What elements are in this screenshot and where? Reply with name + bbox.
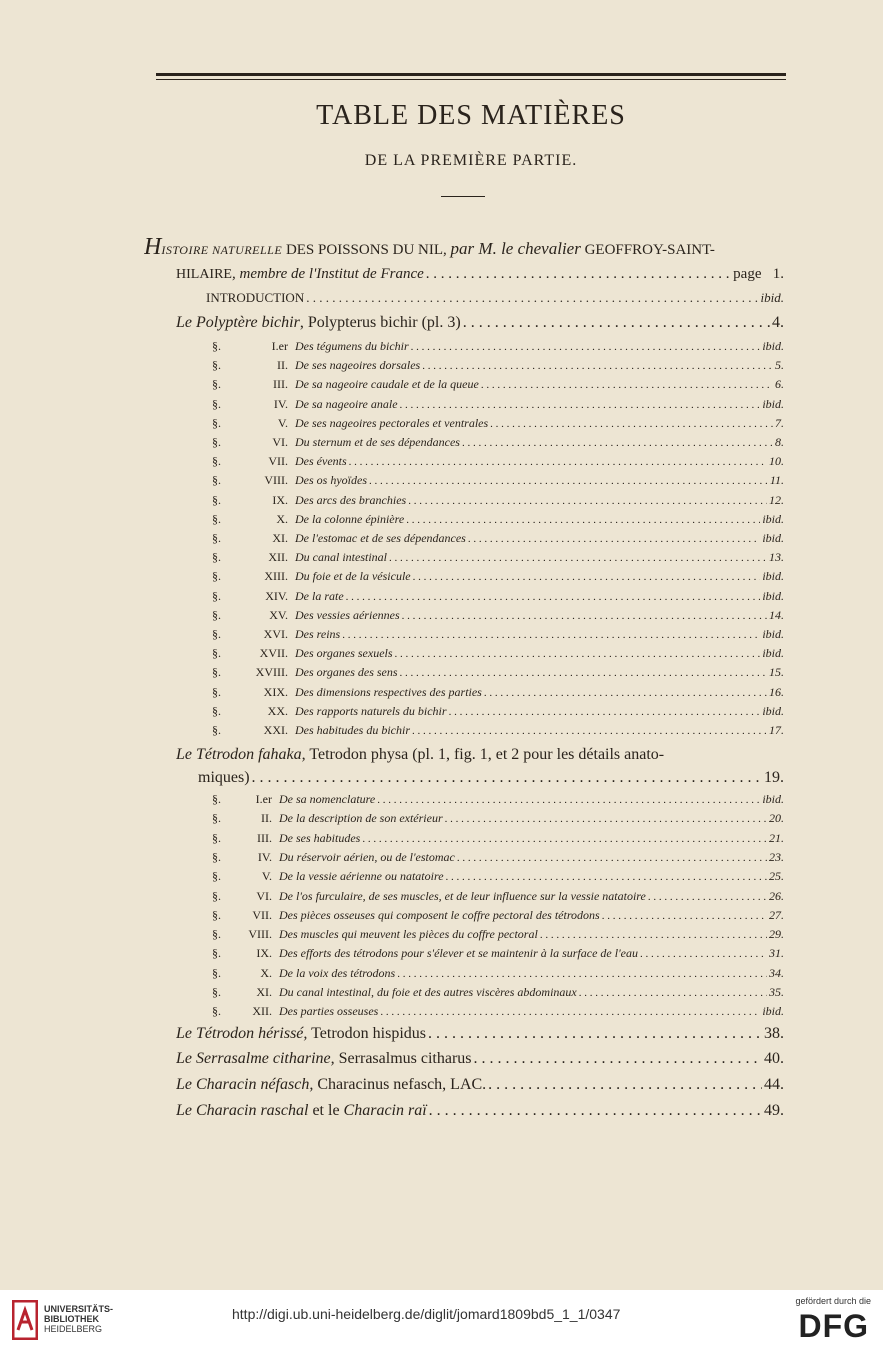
section-symbol: §.	[212, 985, 221, 999]
section-row	[212, 685, 784, 700]
section-title: Des pièces osseuses qui composent le coffre pectoral des tétrodons	[279, 907, 600, 922]
fahaka-latin: Tetrodon physa (pl. 1, fig. 1, et 2 pour les détails anato-	[305, 746, 665, 763]
section-row	[212, 646, 784, 661]
entry-histoire-line2	[176, 266, 784, 283]
section-number: I.er	[271, 339, 288, 353]
section-number: X.	[276, 511, 288, 526]
section-symbol: §.	[212, 339, 221, 353]
polyptere-latin: , Polypterus bichir (pl. 3)	[299, 314, 461, 331]
section-symbol: §.	[212, 927, 221, 942]
section-symbol: §.	[212, 1004, 221, 1019]
section-row	[212, 985, 784, 1000]
library-name[interactable]: UNIVERSITÄTS- BIBLIOTHEK HEIDELBERG	[44, 1304, 114, 1334]
section-title: Des efforts des tétrodons pour s'élever et se maintenir à la surface de l'eau	[279, 946, 638, 961]
section-number: XVI.	[263, 627, 288, 641]
section-number: XIII.	[264, 569, 288, 584]
section-row	[212, 966, 784, 981]
nefasch-page: 44.	[764, 1076, 784, 1093]
section-title: Des os hyoïdes	[295, 473, 367, 488]
section-symbol: §.	[212, 703, 221, 718]
section-row	[212, 869, 784, 884]
section-title: De la rate	[295, 588, 344, 603]
section-symbol: §.	[212, 723, 221, 737]
section-symbol: §.	[212, 646, 221, 661]
section-symbol: §.	[212, 531, 221, 545]
section-row	[212, 946, 784, 961]
entry-tetrodon-fahaka-line1	[176, 746, 784, 764]
section-number: VII.	[252, 907, 272, 922]
section-symbol: §.	[212, 811, 221, 826]
section-page: ibid.	[762, 511, 784, 526]
section-page: 29.	[769, 927, 784, 942]
section-number: XII.	[268, 550, 288, 565]
serrasalme-name: Le Serrasalme citharine,	[176, 1050, 335, 1067]
permalink-url[interactable]: http://digi.ub.uni-heidelberg.de/diglit/jomard1809bd5_1_1/0347	[232, 1306, 621, 1322]
section-title: De la voix des tétrodons	[279, 965, 396, 980]
section-title: Des évents	[295, 454, 347, 469]
section-page: 21.	[769, 830, 784, 845]
section-page: ibid.	[762, 339, 784, 353]
section-title: Du canal intestinal	[295, 550, 387, 565]
section-number: V.	[277, 415, 288, 430]
section-symbol: §.	[212, 946, 221, 961]
section-page: 7.	[775, 415, 784, 430]
section-page: 12.	[769, 492, 784, 507]
section-symbol: §.	[212, 435, 221, 449]
section-title: Des habitudes du bichir	[295, 723, 410, 737]
section-row	[212, 377, 784, 392]
section-title: Du canal intestinal, du foie et des autres viscères abdominaux	[279, 985, 577, 999]
section-page: 15.	[769, 665, 784, 680]
section-row	[212, 889, 784, 904]
section-number: XV.	[269, 607, 288, 622]
section-symbol: §.	[212, 415, 221, 430]
section-title: De l'estomac et de ses dépendances	[295, 531, 466, 545]
section-page: ibid.	[762, 569, 784, 584]
section-title: Des rapports naturels du bichir	[295, 703, 447, 718]
fahaka-page: 19.	[764, 769, 784, 786]
section-symbol: §.	[212, 869, 221, 884]
section-row	[212, 665, 784, 680]
section-row	[212, 589, 784, 604]
section-row	[212, 339, 784, 354]
section-page: ibid.	[762, 531, 784, 545]
title-divider	[441, 196, 485, 197]
section-title: De la colonne épinière	[295, 511, 405, 526]
section-title: Des tégumens du bichir	[295, 339, 409, 353]
section-number: VIII.	[264, 473, 288, 488]
raschal-name: Le Characin raschal	[176, 1102, 309, 1119]
section-title: Des reins	[295, 627, 341, 641]
section-number: VIII.	[248, 927, 272, 942]
histoire-initial: H	[144, 234, 162, 260]
histoire-page-word: page	[733, 266, 762, 282]
section-page: ibid.	[762, 627, 784, 641]
section-number: XI.	[256, 985, 272, 999]
library-logo-icon[interactable]	[12, 1300, 38, 1340]
top-rule-thin	[156, 79, 786, 80]
section-page: 10.	[769, 454, 784, 469]
section-symbol: §.	[212, 684, 221, 699]
page-title: TABLE DES MATIÈRES	[316, 100, 626, 131]
section-number: II.	[277, 358, 288, 373]
section-title: De ses habitudes	[279, 830, 361, 845]
entry-tetrodon-herisse	[176, 1025, 784, 1043]
section-symbol: §.	[212, 550, 221, 565]
section-page: 17.	[769, 723, 784, 737]
section-page: 23.	[769, 849, 784, 864]
section-title: Du foie et de la vésicule	[295, 569, 411, 584]
section-title: Des organes des sens	[295, 665, 398, 680]
section-row	[212, 358, 784, 373]
section-page: 8.	[775, 435, 784, 449]
entry-tetrodon-fahaka-line2	[198, 769, 784, 787]
section-number: III.	[257, 830, 272, 845]
section-number: VI.	[256, 888, 272, 903]
section-row	[212, 531, 784, 546]
section-symbol: §.	[212, 454, 221, 469]
histoire-author-prefix: par M. le chevalier	[450, 239, 581, 258]
section-title: Des dimensions respectives des parties	[295, 684, 482, 699]
section-row	[212, 569, 784, 584]
section-title: Des arcs des branchies	[295, 492, 407, 507]
histoire-poissons: DES POISSONS DU NIL,	[282, 242, 451, 258]
section-number: IX.	[256, 946, 272, 961]
section-page: ibid.	[762, 703, 784, 718]
rai-name: Characin raï	[343, 1102, 427, 1119]
section-title: Du réservoir aérien, ou de l'estomac	[279, 849, 455, 864]
section-number: XIX.	[263, 684, 288, 699]
section-page: 31.	[769, 946, 784, 961]
section-symbol: §.	[212, 907, 221, 922]
fahaka-line2: miques)	[198, 769, 250, 786]
section-page: ibid.	[762, 646, 784, 661]
herisse-page: 38.	[764, 1025, 784, 1042]
section-number: IX.	[272, 492, 288, 507]
entry-serrasalme	[176, 1050, 784, 1068]
section-page: 5.	[775, 358, 784, 373]
polyptere-name: Le Polyptère bichir	[176, 314, 300, 331]
section-title: De la description de son extérieur	[279, 811, 443, 826]
section-title: Des parties osseuses	[279, 1004, 379, 1019]
section-page: ibid.	[762, 1004, 784, 1019]
serrasalme-page: 40.	[764, 1050, 784, 1067]
section-symbol: §.	[212, 830, 221, 845]
footer-bar	[0, 1290, 883, 1351]
section-row	[212, 454, 784, 469]
serrasalme-latin: Serrasalmus citharus	[334, 1050, 472, 1067]
section-row	[212, 1004, 784, 1019]
section-row	[212, 792, 784, 807]
entry-characin-raschal	[176, 1102, 784, 1120]
section-symbol: §.	[212, 792, 221, 806]
section-symbol: §.	[212, 665, 221, 680]
nefasch-latin: Characinus nefasch, LAC.	[313, 1076, 487, 1093]
section-title: De sa nageoire caudale et de la queue	[295, 377, 479, 392]
section-symbol: §.	[212, 511, 221, 526]
section-title: Du sternum et de ses dépendances	[295, 435, 460, 449]
entry-polyptere	[176, 314, 784, 332]
section-row	[212, 416, 784, 431]
section-row	[212, 435, 784, 450]
section-number: VII.	[268, 454, 288, 469]
section-page: 11.	[769, 473, 784, 488]
section-symbol: §.	[212, 396, 221, 411]
nefasch-name: Le Characin néfasch,	[176, 1076, 314, 1093]
histoire-page: 1.	[772, 266, 784, 282]
section-number: V.	[261, 869, 272, 884]
histoire-title: ISTOIRE NATURELLE	[161, 243, 283, 257]
section-row	[212, 723, 784, 738]
section-row	[212, 512, 784, 527]
section-symbol: §.	[212, 888, 221, 903]
section-title: De ses nageoires pectorales et ventrales	[295, 415, 489, 430]
section-number: I.er	[255, 792, 272, 806]
section-symbol: §.	[212, 358, 221, 373]
section-row	[212, 493, 784, 508]
section-number: II.	[261, 811, 272, 826]
section-symbol: §.	[212, 473, 221, 488]
raschal-mid: et le	[308, 1102, 344, 1119]
page-subtitle: DE LA PREMIÈRE PARTIE.	[364, 152, 578, 169]
section-number: XI.	[272, 531, 288, 545]
section-page: 13.	[769, 550, 784, 565]
section-row	[212, 397, 784, 412]
section-page: 20.	[769, 811, 784, 826]
section-symbol: §.	[212, 569, 221, 584]
section-symbol: §.	[212, 627, 221, 641]
section-symbol: §.	[212, 377, 221, 392]
section-page: ibid.	[762, 792, 784, 806]
section-number: VI.	[272, 435, 288, 449]
section-number: XIV.	[265, 588, 288, 603]
section-number: XXI.	[263, 723, 288, 737]
section-symbol: §.	[212, 492, 221, 507]
section-number: XVIII.	[255, 665, 288, 680]
section-row	[212, 473, 784, 488]
section-page: 14.	[769, 607, 784, 622]
section-title: Des organes sexuels	[295, 646, 393, 661]
top-rule-thick	[156, 73, 786, 76]
entry-histoire-line1	[144, 234, 784, 261]
section-title: De ses nageoires dorsales	[295, 358, 421, 373]
polyptere-page: 4.	[772, 314, 784, 331]
histoire-membre: , membre de l'Institut de France	[232, 266, 424, 282]
section-page: ibid.	[762, 396, 784, 411]
histoire-author: GEOFFROY-SAINT-	[580, 242, 715, 258]
section-page: ibid.	[762, 588, 784, 603]
section-row	[212, 627, 784, 642]
entry-introduction	[206, 290, 784, 306]
section-title: Des vessies aériennes	[295, 607, 400, 622]
entry-characin-nefasch	[176, 1076, 784, 1094]
section-title: De sa nomenclature	[279, 792, 376, 806]
section-row	[212, 831, 784, 846]
section-number: XII.	[252, 1004, 272, 1019]
section-number: X.	[260, 965, 272, 980]
section-symbol: §.	[212, 965, 221, 980]
section-title: Des muscles qui meuvent les pièces du coffre pectoral	[279, 927, 538, 942]
fahaka-name: Le Tétrodon fahaka,	[176, 746, 306, 763]
section-page: 25.	[769, 869, 784, 884]
section-page: 26.	[769, 888, 784, 903]
histoire-hilaire: HILAIRE	[176, 267, 232, 282]
raschal-page: 49.	[764, 1102, 784, 1119]
section-page: 6.	[775, 377, 784, 392]
herisse-latin: Tetrodon hispidus	[307, 1025, 426, 1042]
dfg-logo[interactable]: DFG	[798, 1308, 869, 1344]
section-row	[212, 608, 784, 623]
section-row	[212, 850, 784, 865]
dfg-caption: gefördert durch die	[795, 1296, 871, 1306]
section-row	[212, 927, 784, 942]
section-title: De la vessie aérienne ou natatoire	[279, 869, 444, 884]
section-number: IV.	[257, 849, 272, 864]
section-symbol: §.	[212, 607, 221, 622]
section-page: 35.	[769, 985, 784, 999]
section-row	[212, 550, 784, 565]
section-page: 34.	[769, 965, 784, 980]
section-row	[212, 811, 784, 826]
introduction-label: INTRODUCTION	[206, 290, 305, 305]
section-row	[212, 704, 784, 719]
section-number: III.	[273, 377, 288, 392]
section-row	[212, 908, 784, 923]
section-title: De sa nageoire anale	[295, 396, 398, 411]
section-number: XX.	[267, 703, 288, 718]
herisse-name: Le Tétrodon hérissé,	[176, 1025, 308, 1042]
section-page: 27.	[769, 907, 784, 922]
section-symbol: §.	[212, 849, 221, 864]
section-title: De l'os furculaire, de ses muscles, et de leur influence sur la vessie natatoire	[279, 888, 646, 903]
section-symbol: §.	[212, 588, 221, 603]
section-page: 16.	[769, 684, 784, 699]
introduction-page: ibid.	[760, 290, 784, 305]
section-number: IV.	[273, 396, 288, 411]
section-number: XVII.	[259, 646, 288, 661]
